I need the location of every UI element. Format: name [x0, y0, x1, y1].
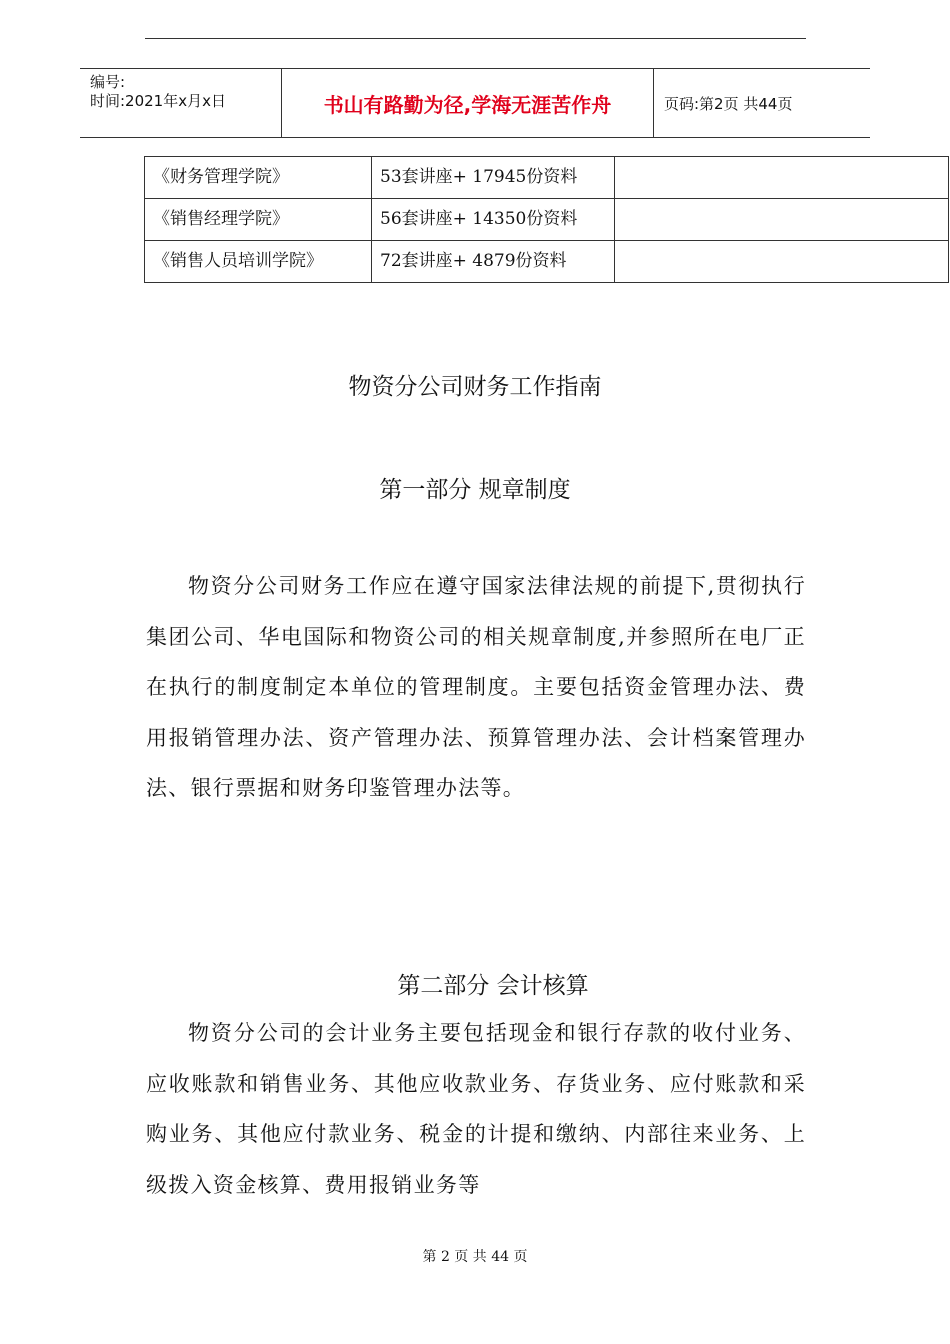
section-heading-part2: 第二部分 会计核算 [397, 973, 589, 999]
table-row [145, 241, 949, 283]
table-cell-content: 56套讲座+ 14350份资料 [372, 199, 615, 241]
header-top-rule [145, 38, 806, 39]
document-title: 物资分公司财务工作指南 [348, 374, 602, 400]
section-body-part2: 物资分公司的会计业务主要包括现金和银行存款的收付业务、应收账款和销售业务、其他应收款业务、存货业务、应付账款和采购业务、其他应付款业务、税金的计提和缴纳、内部往来业务、上级拨入资金核算、费用报销业务等 [146, 1021, 806, 1197]
page-header [80, 68, 870, 138]
header-motto-cell [282, 69, 654, 137]
table-row [145, 157, 949, 199]
table-cell-name: 《销售经理学院》 [145, 199, 372, 241]
document-number-label: 编号: [90, 73, 126, 91]
header-motto: 书山有路勤为径,学海无涯苦作舟 [323, 92, 612, 117]
section-heading-part1: 第一部分 规章制度 [379, 477, 571, 503]
header-page-info: 页码:第2页 共44页 [664, 94, 793, 113]
header-meta [80, 69, 282, 137]
table-cell-note [615, 241, 949, 283]
table-cell-name: 《销售人员培训学院》 [145, 241, 372, 283]
document-time: 时间:2021年x月x日 [90, 92, 226, 110]
header-page-info-cell [654, 69, 870, 137]
table-row [145, 199, 949, 241]
page-footer: 第 2 页 共 44 页 [422, 1249, 528, 1265]
table-cell-note [615, 199, 949, 241]
section-body-part1: 物资分公司财务工作应在遵守国家法律法规的前提下,贯彻执行集团公司、华电国际和物资公司的相关规章制度,并参照所在电厂正在执行的制度制定本单位的管理制度。主要包括资金管理办法、费用报销管理办法、资产管理办法、预算管理办法、会计档案管理办法、银行票据和财务印鉴管理办法等。 [146, 574, 806, 800]
table-cell-name: 《财务管理学院》 [145, 157, 372, 199]
table-cell-content: 72套讲座+ 4879份资料 [372, 241, 615, 283]
table-cell-content: 53套讲座+ 17945份资料 [372, 157, 615, 199]
resource-table [144, 156, 949, 283]
table-cell-note [615, 157, 949, 199]
